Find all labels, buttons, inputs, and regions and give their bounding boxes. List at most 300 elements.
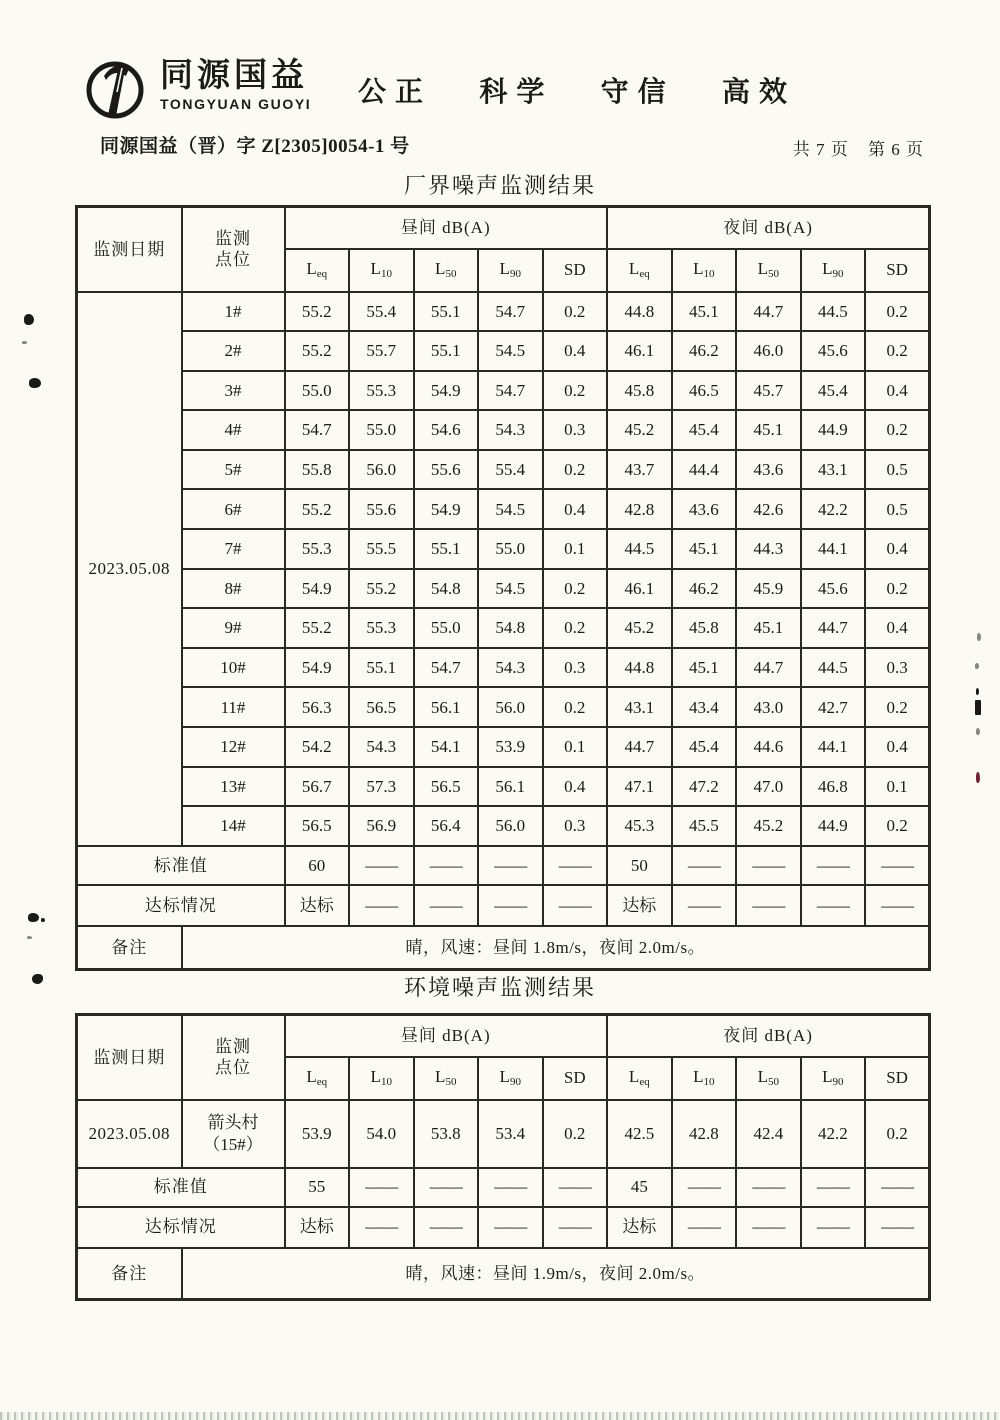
value-cell: 55.2: [285, 331, 350, 371]
table2-subheader-day-50: [414, 1057, 479, 1100]
group-header-day: 昼间 dB(A): [285, 1015, 608, 1057]
dash-cell: ——: [736, 1168, 801, 1207]
subheader-subscript: 10: [380, 1076, 392, 1089]
value-cell: 54.0: [349, 1100, 414, 1168]
ink-speck: [22, 341, 27, 344]
remark-label: 备注: [77, 1248, 182, 1300]
value-cell: 44.9: [801, 806, 866, 846]
value-cell: 45.4: [801, 371, 866, 411]
value-cell: 54.9: [414, 489, 479, 529]
value-cell: 47.0: [736, 767, 801, 807]
col-header-point: [182, 1015, 285, 1100]
subheader-base: SD: [886, 260, 908, 280]
value-cell: 54.8: [414, 569, 479, 609]
table1-subheader-night-50: [736, 249, 801, 292]
table-row: [77, 727, 930, 767]
value-cell: 54.5: [478, 331, 543, 371]
value-cell: 56.7: [285, 767, 350, 807]
table1-subheader-night-eq: [607, 249, 672, 292]
pages-total: 共 7 页: [792, 140, 849, 159]
value-cell: 0.1: [543, 529, 608, 569]
value-cell: 45.8: [607, 371, 672, 411]
date-cell: 2023.05.08: [77, 292, 182, 846]
monitoring-point-cell: 7#: [182, 529, 285, 569]
value-cell: 44.4: [672, 450, 737, 490]
environmental-noise-table: [75, 1013, 931, 1301]
company-logo: [86, 54, 311, 124]
value-cell: 43.7: [607, 450, 672, 490]
subheader-base: SD: [886, 1068, 908, 1088]
value-cell: 46.5: [672, 371, 737, 411]
group-header-night: 夜间 dB(A): [607, 207, 930, 249]
value-cell: 54.3: [478, 410, 543, 450]
standard-row: [77, 846, 930, 885]
value-cell: 46.1: [607, 569, 672, 609]
edge-mark: [975, 663, 979, 669]
dash-cell: ——: [543, 1207, 608, 1248]
value-cell: 0.3: [865, 648, 930, 688]
value-cell: 45.6: [801, 569, 866, 609]
dash-cell: ——: [801, 1207, 866, 1248]
value-cell: 55.4: [349, 292, 414, 332]
value-cell: 45.7: [736, 371, 801, 411]
value-cell: 53.9: [478, 727, 543, 767]
table-row: [77, 648, 930, 688]
subheader-base: L: [757, 1067, 768, 1087]
remark-label: 备注: [77, 926, 182, 970]
value-cell: 45.1: [736, 410, 801, 450]
subheader-base: L: [306, 1067, 317, 1087]
value-cell: 44.7: [736, 648, 801, 688]
value-cell: 0.2: [543, 450, 608, 490]
value-cell: 56.0: [349, 450, 414, 490]
subheader-subscript: 50: [768, 268, 779, 281]
dash-cell: ——: [801, 1168, 866, 1207]
logo-text-block: [160, 54, 311, 112]
table1-subheader-day-10: [349, 249, 414, 292]
compliance-value: 达标: [285, 885, 350, 926]
value-cell: 46.0: [736, 331, 801, 371]
value-cell: 0.2: [543, 371, 608, 411]
monitoring-point-cell: 8#: [182, 569, 285, 609]
value-cell: 57.3: [349, 767, 414, 807]
remark-text: 晴，风速：昼间 1.9m/s，夜间 2.0m/s。: [182, 1248, 930, 1300]
table1-subheader-day-SD: [543, 249, 608, 292]
value-cell: 56.5: [414, 767, 479, 807]
value-cell: 53.4: [478, 1100, 543, 1168]
dash-cell: ——: [672, 885, 737, 926]
value-cell: 46.8: [801, 767, 866, 807]
table2-subheader-night-SD: [865, 1057, 930, 1100]
value-cell: 54.7: [478, 371, 543, 411]
subheader-subscript: 90: [509, 268, 521, 281]
subheader-subscript: 10: [703, 268, 715, 281]
value-cell: 53.9: [285, 1100, 350, 1168]
value-cell: 54.5: [478, 569, 543, 609]
table1-subheader-night-SD: [865, 249, 930, 292]
dash-cell: ——: [672, 1168, 737, 1207]
value-cell: 0.4: [865, 529, 930, 569]
slogan-word-3: 守信: [600, 77, 675, 108]
value-cell: 44.9: [801, 410, 866, 450]
dash-cell: ——: [736, 846, 801, 885]
value-cell: 0.2: [865, 806, 930, 846]
monitoring-point-cell: 12#: [182, 727, 285, 767]
value-cell: 45.1: [672, 648, 737, 688]
value-cell: 0.2: [865, 292, 930, 332]
value-cell: 43.6: [672, 489, 737, 529]
value-cell: 46.2: [672, 569, 737, 609]
value-cell: 55.2: [285, 292, 350, 332]
dash-cell: ——: [478, 1168, 543, 1207]
value-cell: 55.8: [285, 450, 350, 490]
table2-subheader-day-SD: [543, 1057, 608, 1100]
value-cell: 54.9: [414, 371, 479, 411]
monitoring-point-cell: 10#: [182, 648, 285, 688]
value-cell: 55.1: [349, 648, 414, 688]
monitoring-point-line: （15#）: [203, 1134, 263, 1154]
value-cell: 0.2: [543, 1100, 608, 1168]
value-cell: 42.2: [801, 489, 866, 529]
standard-value: 60: [285, 846, 350, 885]
value-cell: 45.4: [672, 410, 737, 450]
col-header-point-line2: 点位: [215, 250, 251, 270]
dash-cell: ——: [543, 885, 608, 926]
compliance-value: 达标: [607, 885, 672, 926]
monitoring-point-cell: [182, 1100, 285, 1168]
subheader-subscript: eq: [639, 268, 650, 281]
dash-cell: ——: [543, 1168, 608, 1207]
compliance-row: [77, 885, 930, 926]
value-cell: 55.7: [349, 331, 414, 371]
monitoring-point-cell: 13#: [182, 767, 285, 807]
value-cell: 45.9: [736, 569, 801, 609]
table2-subheader-day-eq: [285, 1057, 350, 1100]
value-cell: 55.1: [414, 292, 479, 332]
remark-row: [77, 926, 930, 970]
value-cell: 55.2: [285, 608, 350, 648]
value-cell: 44.8: [607, 292, 672, 332]
value-cell: 0.2: [543, 687, 608, 727]
standard-label: 标准值: [77, 846, 285, 885]
subheader-base: L: [306, 259, 317, 279]
table1-subheader-night-10: [672, 249, 737, 292]
group-header-night: 夜间 dB(A): [607, 1015, 930, 1057]
subheader-subscript: 10: [380, 268, 392, 281]
dash-cell: ——: [865, 846, 930, 885]
edge-mark: [977, 633, 981, 641]
value-cell: 55.3: [349, 608, 414, 648]
ink-speck: [24, 314, 34, 325]
document-number: 同源国益（晋）字 Z[2305]0054-1 号: [100, 136, 410, 157]
compliance-row: [77, 1207, 930, 1248]
edge-mark: [975, 700, 981, 715]
value-cell: 44.7: [736, 292, 801, 332]
value-cell: 44.5: [607, 529, 672, 569]
dash-cell: ——: [349, 1207, 414, 1248]
value-cell: 43.0: [736, 687, 801, 727]
table2-subheader-day-90: [478, 1057, 543, 1100]
value-cell: 55.6: [414, 450, 479, 490]
date-cell: 2023.05.08: [77, 1100, 182, 1168]
value-cell: 0.2: [543, 292, 608, 332]
dash-cell: ——: [736, 885, 801, 926]
monitoring-point-cell: 5#: [182, 450, 285, 490]
logo-circle-icon: [86, 54, 148, 124]
value-cell: 44.5: [801, 648, 866, 688]
value-cell: 0.4: [865, 727, 930, 767]
monitoring-point-cell: 6#: [182, 489, 285, 529]
table-row: [77, 1100, 930, 1168]
value-cell: 53.8: [414, 1100, 479, 1168]
dash-cell: ——: [672, 846, 737, 885]
value-cell: 55.6: [349, 489, 414, 529]
monitoring-point-cell: 3#: [182, 371, 285, 411]
ink-speck: [27, 936, 32, 939]
value-cell: 46.2: [672, 331, 737, 371]
subheader-base: L: [370, 259, 381, 279]
standard-row: [77, 1168, 930, 1207]
slogan-word-4: 高效: [721, 77, 796, 108]
value-cell: 43.1: [801, 450, 866, 490]
company-name-latin: TONGYUAN GUOYI: [160, 96, 312, 113]
value-cell: 44.1: [801, 727, 866, 767]
dash-cell: ——: [736, 1207, 801, 1248]
value-cell: 55.4: [478, 450, 543, 490]
value-cell: 0.1: [865, 767, 930, 807]
subheader-base: L: [822, 259, 833, 279]
compliance-value: 达标: [285, 1207, 350, 1248]
dash-cell: ——: [865, 885, 930, 926]
value-cell: 44.7: [607, 727, 672, 767]
value-cell: 0.3: [543, 806, 608, 846]
value-cell: 42.7: [801, 687, 866, 727]
table-row: [77, 687, 930, 727]
value-cell: 54.6: [414, 410, 479, 450]
remark-text: 晴，风速：昼间 1.8m/s，夜间 2.0m/s。: [182, 926, 930, 970]
value-cell: 56.5: [349, 687, 414, 727]
group-header-day: 昼间 dB(A): [285, 207, 608, 249]
dash-cell: ——: [478, 1207, 543, 1248]
table-row: [77, 410, 930, 450]
value-cell: 47.1: [607, 767, 672, 807]
dash-cell: ——: [478, 846, 543, 885]
value-cell: 45.8: [672, 608, 737, 648]
edge-mark: [976, 772, 980, 783]
value-cell: 0.2: [865, 687, 930, 727]
table-row: [77, 331, 930, 371]
subheader-subscript: 90: [832, 268, 844, 281]
value-cell: 56.9: [349, 806, 414, 846]
value-cell: 44.3: [736, 529, 801, 569]
subheader-subscript: eq: [316, 1076, 328, 1089]
table-row: [77, 767, 930, 807]
subheader-subscript: eq: [639, 1076, 650, 1089]
value-cell: 54.2: [285, 727, 350, 767]
dash-cell: ——: [801, 846, 866, 885]
value-cell: 0.3: [543, 410, 608, 450]
value-cell: 44.5: [801, 292, 866, 332]
compliance-value: 达标: [607, 1207, 672, 1248]
value-cell: 42.8: [672, 1100, 737, 1168]
subheader-base: L: [435, 259, 446, 279]
value-cell: 55.2: [349, 569, 414, 609]
subheader-base: L: [693, 1067, 704, 1087]
value-cell: 56.0: [478, 687, 543, 727]
value-cell: 55.2: [285, 489, 350, 529]
compliance-label: 达标情况: [77, 885, 285, 926]
value-cell: 54.5: [478, 489, 543, 529]
value-cell: 56.3: [285, 687, 350, 727]
value-cell: 0.4: [865, 608, 930, 648]
subheader-base: L: [370, 1067, 381, 1087]
table-row: [77, 292, 930, 332]
table1-subheader-day-90: [478, 249, 543, 292]
col-header-point-line2: 点位: [215, 1058, 251, 1078]
value-cell: 45.1: [672, 529, 737, 569]
value-cell: 42.6: [736, 489, 801, 529]
value-cell: 56.0: [478, 806, 543, 846]
dash-cell: ——: [349, 846, 414, 885]
value-cell: 0.1: [543, 727, 608, 767]
subheader-subscript: 10: [703, 1076, 715, 1089]
value-cell: 55.3: [285, 529, 350, 569]
value-cell: 55.0: [285, 371, 350, 411]
value-cell: 54.1: [414, 727, 479, 767]
value-cell: 44.1: [801, 529, 866, 569]
table1-title: 厂界噪声监测结果: [403, 173, 596, 198]
subheader-base: L: [757, 259, 768, 279]
dash-cell: ——: [414, 885, 479, 926]
value-cell: 54.7: [478, 292, 543, 332]
col-header-date: 监测日期: [77, 1015, 182, 1100]
page-edge-texture: [0, 1412, 1000, 1420]
col-header-date: 监测日期: [77, 207, 182, 292]
value-cell: 42.8: [607, 489, 672, 529]
table-row: [77, 608, 930, 648]
value-cell: 54.9: [285, 648, 350, 688]
value-cell: 45.2: [607, 410, 672, 450]
monitoring-point-cell: 9#: [182, 608, 285, 648]
value-cell: 55.1: [414, 331, 479, 371]
subheader-base: L: [435, 1067, 446, 1087]
col-header-point: [182, 207, 285, 292]
dash-cell: ——: [414, 1207, 479, 1248]
table2-subheader-night-10: [672, 1057, 737, 1100]
value-cell: 46.1: [607, 331, 672, 371]
dash-cell: ——: [414, 1168, 479, 1207]
value-cell: 0.3: [543, 648, 608, 688]
value-cell: 0.2: [865, 410, 930, 450]
value-cell: 0.2: [865, 331, 930, 371]
value-cell: 0.4: [865, 371, 930, 411]
dash-cell: ——: [865, 1207, 930, 1248]
table1-subheader-day-eq: [285, 249, 350, 292]
table2-subheader-night-90: [801, 1057, 866, 1100]
value-cell: 0.5: [865, 489, 930, 529]
subheader-subscript: 50: [445, 1076, 457, 1089]
subheader-subscript: 50: [768, 1076, 779, 1089]
col-header-point-line1: 监测: [215, 1037, 251, 1056]
value-cell: 56.5: [285, 806, 350, 846]
value-cell: 55.0: [349, 410, 414, 450]
value-cell: 55.0: [414, 608, 479, 648]
value-cell: 0.2: [543, 569, 608, 609]
subheader-base: L: [499, 259, 510, 279]
value-cell: 45.4: [672, 727, 737, 767]
value-cell: 54.9: [285, 569, 350, 609]
table-row: [77, 371, 930, 411]
table-row: [77, 450, 930, 490]
value-cell: 44.8: [607, 648, 672, 688]
dash-cell: ——: [801, 885, 866, 926]
slogan: [358, 70, 796, 110]
table-row: [77, 529, 930, 569]
dash-cell: ——: [865, 1168, 930, 1207]
subheader-base: SD: [563, 1068, 586, 1088]
table1-subheader-night-90: [801, 249, 866, 292]
table-row: [77, 489, 930, 529]
table-row: [77, 806, 930, 846]
value-cell: 0.5: [865, 450, 930, 490]
value-cell: 0.4: [543, 489, 608, 529]
dash-cell: ——: [543, 846, 608, 885]
value-cell: 55.3: [349, 371, 414, 411]
monitoring-point-line: 箭头村: [207, 1113, 259, 1133]
subheader-base: L: [628, 1067, 640, 1087]
subheader-subscript: 90: [832, 1076, 844, 1089]
monitoring-point-cell: 4#: [182, 410, 285, 450]
value-cell: 0.2: [543, 608, 608, 648]
value-cell: 54.7: [285, 410, 350, 450]
slogan-word-2: 科学: [479, 77, 554, 108]
value-cell: 42.4: [736, 1100, 801, 1168]
value-cell: 0.2: [865, 569, 930, 609]
value-cell: 0.4: [543, 331, 608, 371]
edge-mark: [976, 688, 979, 695]
monitoring-point-cell: 14#: [182, 806, 285, 846]
company-name: 同源国益: [160, 58, 308, 94]
table2-subheader-night-eq: [607, 1057, 672, 1100]
slogan-word-1: 公正: [358, 77, 433, 108]
value-cell: 43.6: [736, 450, 801, 490]
value-cell: 44.7: [801, 608, 866, 648]
value-cell: 54.3: [349, 727, 414, 767]
value-cell: 55.0: [478, 529, 543, 569]
compliance-label: 达标情况: [77, 1207, 285, 1248]
monitoring-point-cell: 11#: [182, 687, 285, 727]
remark-row: [77, 1248, 930, 1300]
standard-value: 55: [285, 1168, 350, 1207]
col-header-point-line1: 监测: [215, 229, 251, 248]
value-cell: 55.5: [349, 529, 414, 569]
ink-speck: [29, 378, 41, 388]
subheader-base: L: [628, 259, 640, 279]
value-cell: 56.1: [414, 687, 479, 727]
subheader-base: L: [693, 259, 704, 279]
value-cell: 56.4: [414, 806, 479, 846]
edge-mark: [976, 728, 980, 735]
table2-subheader-day-10: [349, 1057, 414, 1100]
value-cell: 0.4: [543, 767, 608, 807]
factory-boundary-noise-table: [75, 205, 931, 971]
ink-speck: [41, 918, 45, 922]
value-cell: 56.1: [478, 767, 543, 807]
value-cell: 45.2: [607, 608, 672, 648]
value-cell: 54.8: [478, 608, 543, 648]
table2-title: 环境噪声监测结果: [403, 975, 596, 1000]
value-cell: 43.4: [672, 687, 737, 727]
